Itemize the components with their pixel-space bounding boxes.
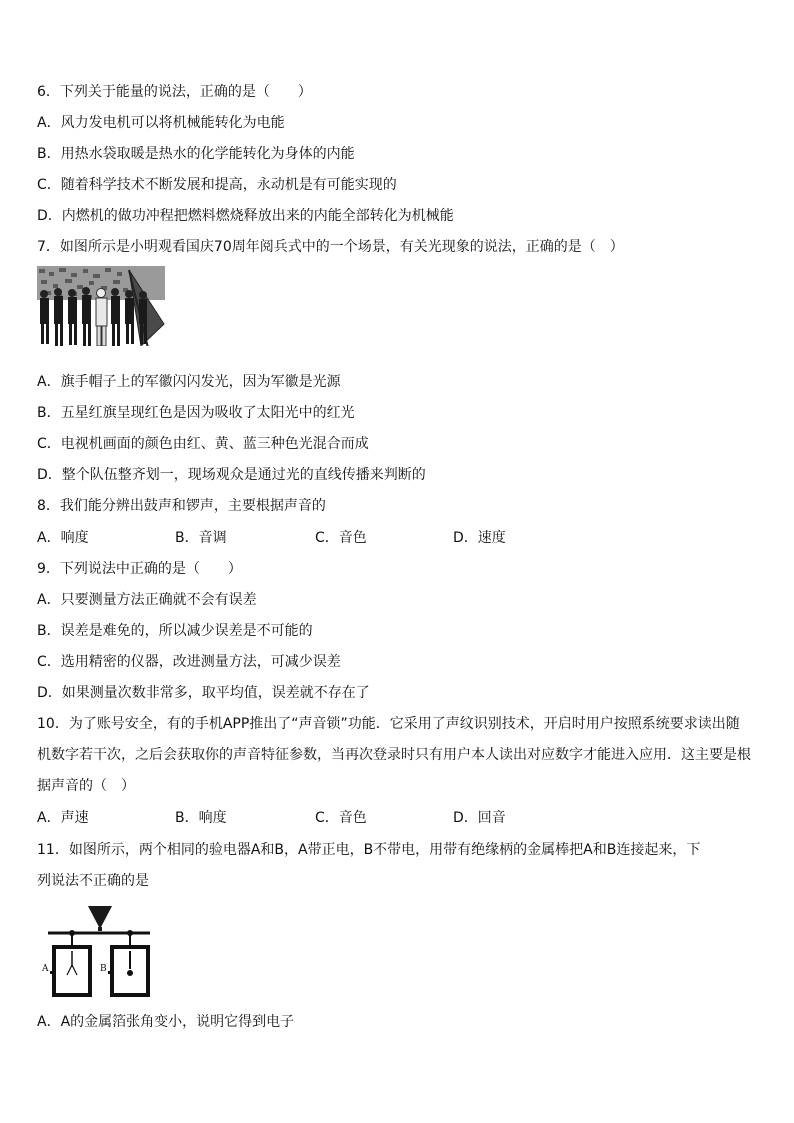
q6-option-a: A．风力发电机可以将机械能转化为电能 <box>37 115 285 131</box>
q8-option-c: C．音色 <box>315 530 367 546</box>
q7-option-b: B．五星红旗呈现红色是因为吸收了太阳光中的红光 <box>37 405 355 421</box>
q7-option-d: D．整个队伍整齐划一，现场观众是通过光的直线传播来判断的 <box>37 467 426 483</box>
q8-option-b: B．音调 <box>175 530 227 546</box>
q7-option-a: A．旗手帽子上的军徽闪闪发光，因为军徽是光源 <box>37 374 341 390</box>
q10-option-d: D．回音 <box>453 810 506 826</box>
electroscope-b-label: B <box>100 964 107 974</box>
q8-option-d: D．速度 <box>453 530 506 546</box>
electroscope-diagram <box>40 905 158 999</box>
q9-option-b: B．误差是难免的，所以减少误差是不可能的 <box>37 623 313 639</box>
q6-option-d: D．内燃机的做功冲程把燃料燃烧释放出来的内能全部转化为机械能 <box>37 208 454 224</box>
q10-stem-line-3: 据声音的（ ） <box>37 778 135 794</box>
q10-options <box>37 809 757 827</box>
q9-option-a: A．只要测量方法正确就不会有误差 <box>37 592 257 608</box>
q9-option-c: C．选用精密的仪器，改进测量方法，可减少误差 <box>37 654 341 670</box>
q10-option-a: A．声速 <box>37 810 89 826</box>
q11-option-a: A．A的金属箔张角变小，说明它得到电子 <box>37 1014 295 1030</box>
q8-stem: 8．我们能分辨出鼓声和锣声，主要根据声音的 <box>37 498 326 514</box>
q9-stem: 9．下列说法中正确的是（ ） <box>37 561 242 577</box>
q10-stem-line-2: 机数字若干次，之后会获取你的声音特征参数，当再次登录时只有用户本人读出对应数字才能进入应用．这主要是根 <box>37 747 751 763</box>
q9-option-d: D．如果测量次数非常多，取平均值，误差就不存在了 <box>37 685 370 701</box>
q11-stem-line-1: 11．如图所示，两个相同的验电器A和B，A带正电，B不带电，用带有绝缘柄的金属棒把A和B连接起来，下 <box>37 842 701 858</box>
q7-stem: 7．如图所示是小明观看国庆70周年阅兵式中的一个场景，有关光现象的说法，正确的是（ ） <box>37 239 624 255</box>
q10-stem-line-1: 10．为了账号安全，有的手机APP推出了“声音锁”功能．它采用了声纹识别技术，开启时用户按照系统要求读出随 <box>37 716 740 732</box>
q8-options <box>37 529 757 547</box>
q7-option-c: C．电视机画面的颜色由红、黄、蓝三种色光混合而成 <box>37 436 369 452</box>
parade-photo-graphic <box>37 266 165 354</box>
q6-option-b: B．用热水袋取暖是热水的化学能转化为身体的内能 <box>37 146 355 162</box>
q6-stem: 6．下列关于能量的说法，正确的是（ ） <box>37 84 312 100</box>
q10-option-c: C．音色 <box>315 810 367 826</box>
electroscope-a-label: A <box>42 964 49 974</box>
electroscope-figure <box>40 905 158 999</box>
q6-option-c: C．随着科学技术不断发展和提高，永动机是有可能实现的 <box>37 177 397 193</box>
parade-photo <box>37 266 165 354</box>
q10-option-b: B．响度 <box>175 810 227 826</box>
q11-stem-line-2: 列说法不正确的是 <box>37 873 149 889</box>
q8-option-a: A．响度 <box>37 530 89 546</box>
